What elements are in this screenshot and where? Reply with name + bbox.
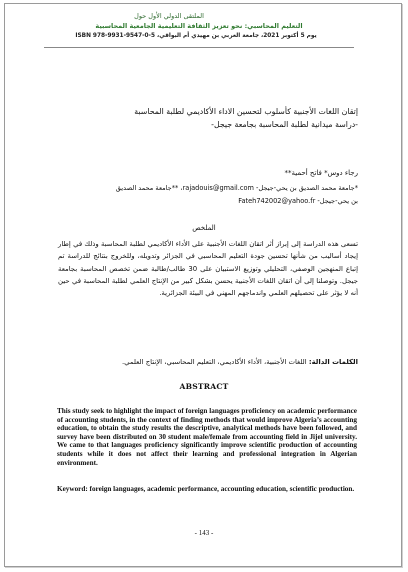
english-keywords [57, 485, 357, 494]
page-number: - 143 - [194, 529, 214, 537]
conference-title: الملتقى الدولي الأول حول [134, 12, 204, 20]
english-abstract-body: This study seek to highlight the impact of foreign languages proficiency on academic performance of accounting students, in the context of finding methods that would improve Algeria’s accounting education, to obtain the study results the descriptive, analytical methods have been followed, and survey have been distributed on 30 student male/female from accounting field in Jijel university. We came to that languages proficiency significantly improve scientific production of accounting students while it does not affect their learning and professional integration in Algerian environment. [57, 407, 357, 467]
paper-title-line2: -دراسة ميدانية لطلبة المحاسبة بجامعة جيجل- [211, 120, 358, 129]
arabic-keywords-list: اللغات الأجنبية، الأداء الأكاديمي، التعليم المحاسبي، الإنتاج العلمي. [121, 358, 307, 366]
conference-meta: يوم 5 أكتوبر 2021، جامعة العربي بن مهيدي أم البواقي، ISBN 978-9931-9547-0-5 [75, 33, 317, 39]
paper-authors: رجاء دوس* فاتح أحمية** [284, 169, 358, 177]
paper-title [58, 105, 358, 131]
header-divider [44, 47, 354, 48]
author-affiliations [43, 182, 358, 208]
arabic-keywords [58, 356, 358, 368]
english-keywords-label: Keyword: [57, 485, 88, 493]
english-abstract-heading: ABSTRACT [179, 382, 229, 391]
conference-theme: التعليم المحاسبي: نحو تعزيز الثقافة التعليمية الجامعية المحاسبية [95, 22, 303, 30]
conference-header [44, 12, 354, 41]
arabic-abstract-body: تسعى هذه الدراسة إلى إبراز أثر اتقان اللغات الأجنبية على الأداء الأكاديمي لطلبة المحاسبة وذلك في إطار إيجاد أساليب من شأنها تحسين جودة التعليم المحاسبي في الجزائر وتدويله، وللخروج بنتائج للدراسة تم إتباع المنهجين الوصفي، التحليلي وتوزيع الاستبيان على 30 طالب/طالبة ضمن تخصص المحاسبة بجامعة جيجل. وتوصلنا إلى أن اتقان اللغات الأجنبية يحسن بشكل كبير من الإنتاج العلمي لطلبة المحاسبة في حين أنه لا يؤثر على تحصيلهم العلمي واندماجهم المهني في البيئة الجزائرية. [58, 240, 358, 298]
paper-title-line1: إتقان اللغات الأجنبية كأسلوب لتحسين الاداء الأكاديمي لطلبة المحاسبة [134, 107, 358, 116]
english-keywords-list: foreign languages, academic performance, accounting education, scientific production. [89, 485, 355, 493]
affiliation-line2: بن يحي-جيجل- Fateh742002@yahoo.fr [238, 197, 358, 205]
arabic-keywords-label: الكلمات الدالة: [308, 358, 358, 366]
affiliation-line1: *جامعة محمد الصديق بن يحي-جيجل- rajadouis@gmail.com، **جامعة محمد الصديق [115, 184, 358, 192]
arabic-abstract-heading: الملخص [192, 224, 216, 232]
